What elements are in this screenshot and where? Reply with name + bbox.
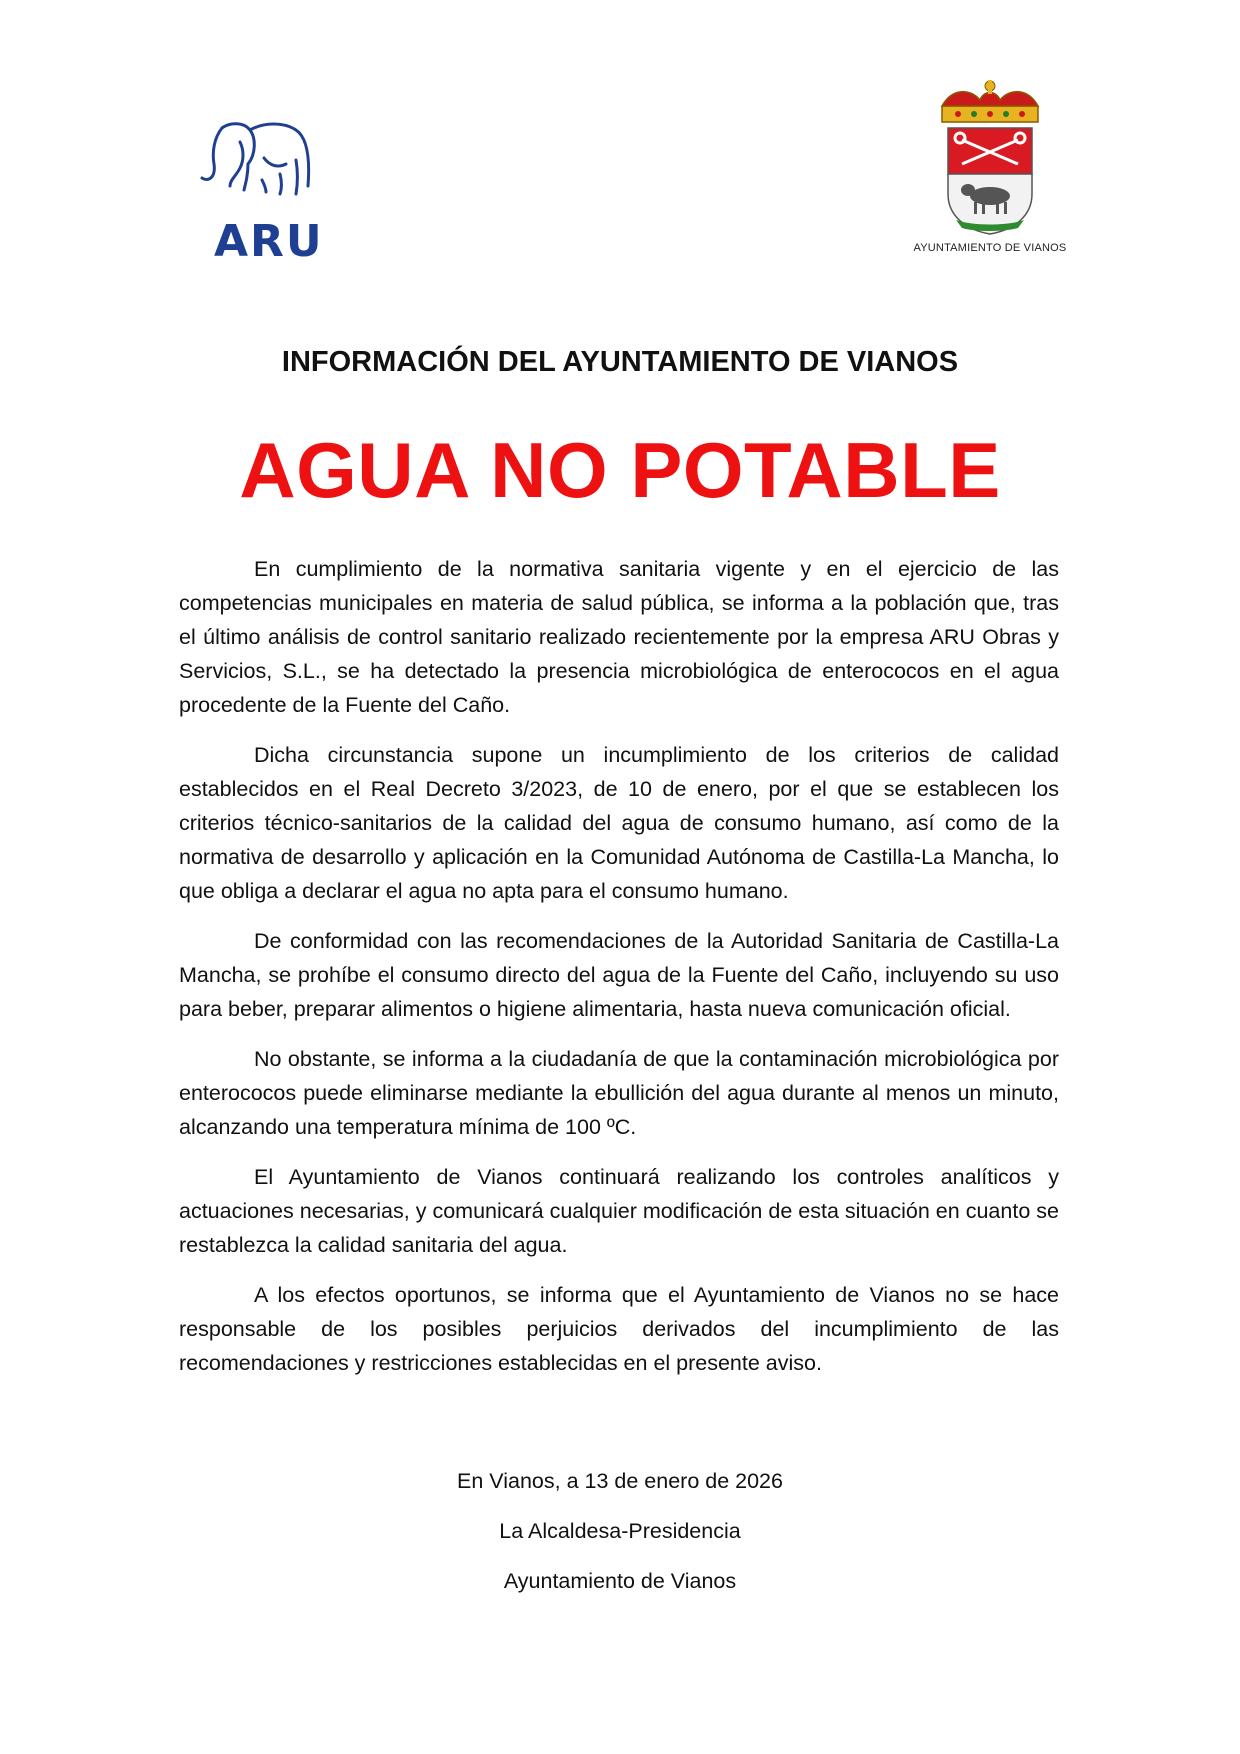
- alert-title: AGUA NO POTABLE: [239, 426, 1001, 514]
- aru-logo: [200, 120, 340, 270]
- signature-entity: Ayuntamiento de Vianos: [503, 1569, 737, 1593]
- coat-of-arms-icon: [922, 78, 1058, 238]
- coat-of-arms-caption: AYUNTAMIENTO DE VIANOS: [913, 242, 1067, 254]
- aru-logo-text: ARU: [214, 216, 324, 267]
- signature-role: La Alcaldesa-Presidencia: [499, 1519, 741, 1543]
- paragraph: No obstante, se informa a la ciudadanía de que la contaminación microbiológica por enterococos puede eliminarse mediante la ebullición del agua durante al menos un minuto, alcanzando una temperatura mínima de 100 ºC.: [179, 1047, 1059, 1139]
- signature-block: [0, 1456, 1240, 1606]
- elephant-icon: [200, 120, 330, 220]
- page-heading: INFORMACIÓN DEL AYUNTAMIENTO DE VIANOS: [281, 346, 959, 378]
- paragraph: En cumplimiento de la normativa sanitaria vigente y en el ejercicio de las competencias municipales en materia de salud pública, se informa a la población que, tras el último análisis de control sanitario realizado recientemente por la empresa ARU Obras y Servicios, S.L., se ha detectado la presencia microbiológica de enterococos en el agua procedente de la Fuente del Caño.: [179, 557, 1059, 717]
- notice-body: [179, 552, 1059, 1396]
- signature-place-date: En Vianos, a 13 de enero de 2026: [457, 1469, 783, 1493]
- paragraph: Dicha circunstancia supone un incumplimiento de los criterios de calidad establecidos en el Real Decreto 3/2023, de 10 de enero, por el que se establecen los criterios técnico-sanitarios de la calidad del agua de consumo humano, así como de la normativa de desarrollo y aplicación en la Comunidad Autónoma de Castilla-La Mancha, lo que obliga a declarar el agua no apta para el consumo humano.: [179, 743, 1059, 903]
- paragraph: A los efectos oportunos, se informa que el Ayuntamiento de Vianos no se hace responsable de los posibles perjuicios derivados del incumplimiento de las recomendaciones y restricciones establecidas en el presente aviso.: [179, 1283, 1059, 1375]
- coat-of-arms: [890, 78, 1090, 268]
- paragraph: De conformidad con las recomendaciones de la Autoridad Sanitaria de Castilla-La Mancha, se prohíbe el consumo directo del agua de la Fuente del Caño, incluyendo su uso para beber, preparar alimentos o higiene alimentaria, hasta nueva comunicación oficial.: [179, 929, 1059, 1021]
- paragraph: El Ayuntamiento de Vianos continuará realizando los controles analíticos y actuaciones necesarias, y comunicará cualquier modificación de esta situación en cuanto se restablezca la calidad sanitaria del agua.: [179, 1165, 1059, 1257]
